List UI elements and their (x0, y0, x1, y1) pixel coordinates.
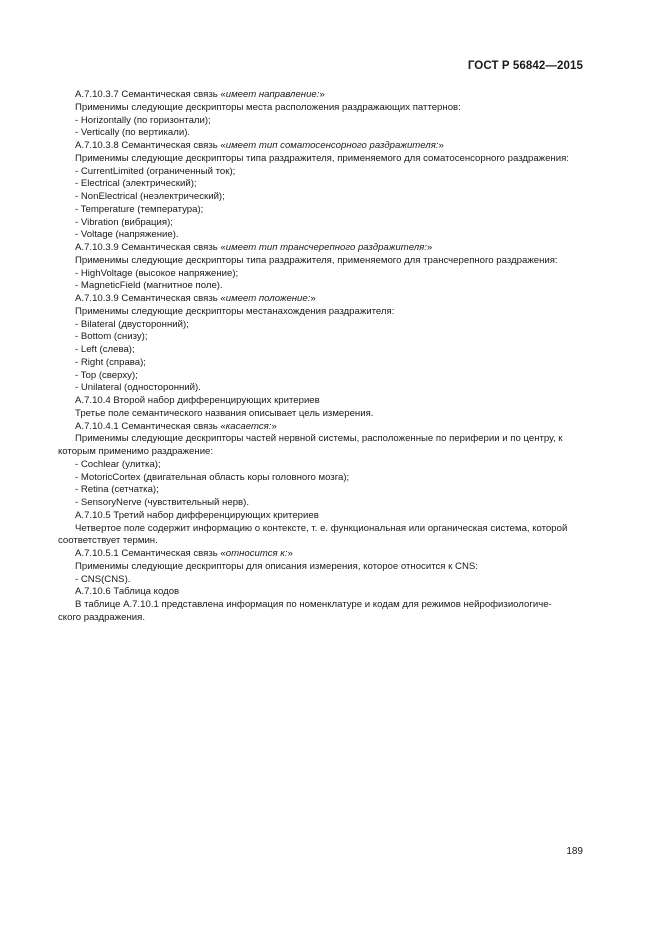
list-item: - MagneticField (магнитное поле). (75, 280, 223, 292)
list-item: - Voltage (напряжение). (75, 229, 179, 241)
paragraph: Применимы следующие дескрипторы местанахождения раздражителя: (75, 305, 395, 317)
paragraph-continuation: которым применимо раздражение: (58, 446, 214, 457)
list-item: - SensoryNerve (чувствительный нерв). (75, 497, 249, 508)
section-heading: А.7.10.3.9 Семантическая связь «имеет положение:» (75, 293, 316, 304)
list-item: - Vibration (вибрация); (75, 216, 173, 228)
section-heading: А.7.10.3.7 Семантическая связь «имеет направление:» (75, 89, 325, 100)
section-heading: А.7.10.4 Второй набор дифференцирующих критериев (75, 395, 320, 406)
section-heading: А.7.10.6 Таблица кодов (75, 586, 180, 598)
list-item: - Right (справа); (75, 356, 146, 368)
list-item: - Temperature (температура); (75, 203, 204, 215)
list-item: - Horizontally (по горизонтали); (75, 114, 211, 126)
section-heading: А.7.10.3.9 Семантическая связь «имеет тип трансчерепного раздражителя:» (75, 242, 433, 253)
list-item: - Left (слева); (75, 344, 135, 355)
section-heading: А.7.10.4.1 Семантическая связь «касается:» (75, 420, 277, 432)
list-item: - NonElectrical (неэлектрический); (75, 191, 225, 202)
paragraph: Четвертое поле содержит информацию о контексте, т. е. функциональная или органическая система, которой (75, 522, 568, 534)
list-item: - HighVoltage (высокое напряжение); (75, 267, 239, 279)
list-item: - CNS(CNS). (75, 573, 131, 585)
paragraph: Применимы следующие дескрипторы для описания измерения, которое относится к CNS: (75, 560, 478, 572)
document-body (58, 89, 584, 625)
list-item: - CurrentLimited (ограниченный ток); (75, 165, 236, 177)
paragraph: Применимы следующие дескрипторы места расположения раздражающих паттернов: (75, 101, 461, 113)
list-item: - Unilateral (односторонний). (75, 382, 201, 394)
list-item: - Bilateral (двусторонний); (75, 318, 189, 330)
list-item: - Retina (сетчатка); (75, 484, 159, 496)
list-item: - Bottom (снизу); (75, 331, 148, 343)
paragraph: В таблице А.7.10.1 представлена информация по номенклатуре и кодам для режимов нейрофизиологиче- (75, 599, 552, 610)
section-heading: А.7.10.5 Третий набор дифференцирующих критериев (75, 509, 319, 521)
section-heading: А.7.10.3.8 Семантическая связь «имеет тип соматосенсорного раздражителя:» (75, 140, 444, 151)
page-number: 189 (566, 846, 583, 857)
paragraph: Применимы следующие дескрипторы типа раздражителя, применяемого для соматосенсорного раздражения: (75, 152, 569, 164)
list-item: - Electrical (электрический); (75, 178, 197, 190)
section-heading: А.7.10.5.1 Семантическая связь «относится к:» (75, 548, 293, 559)
list-item: - Cochlear (улитка); (75, 458, 161, 470)
paragraph: Третье поле семантического названия описывает цель измерения. (75, 407, 374, 419)
paragraph: Применимы следующие дескрипторы типа раздражителя, применяемого для трансчерепного раздражения: (75, 254, 558, 266)
list-item: - Vertically (по вертикали). (75, 127, 191, 139)
paragraph-continuation: ского раздражения. (58, 611, 146, 623)
paragraph-continuation: соответствует термин. (58, 535, 158, 547)
document-header: ГОСТ Р 56842—2015 (467, 60, 583, 72)
paragraph: Применимы следующие дескрипторы частей нервной системы, расположенные по периферии и по центру, к (75, 433, 563, 445)
list-item: - MotoricCortex (двигательная область коры головного мозга); (75, 471, 350, 483)
list-item: - Top (сверху); (75, 369, 138, 381)
